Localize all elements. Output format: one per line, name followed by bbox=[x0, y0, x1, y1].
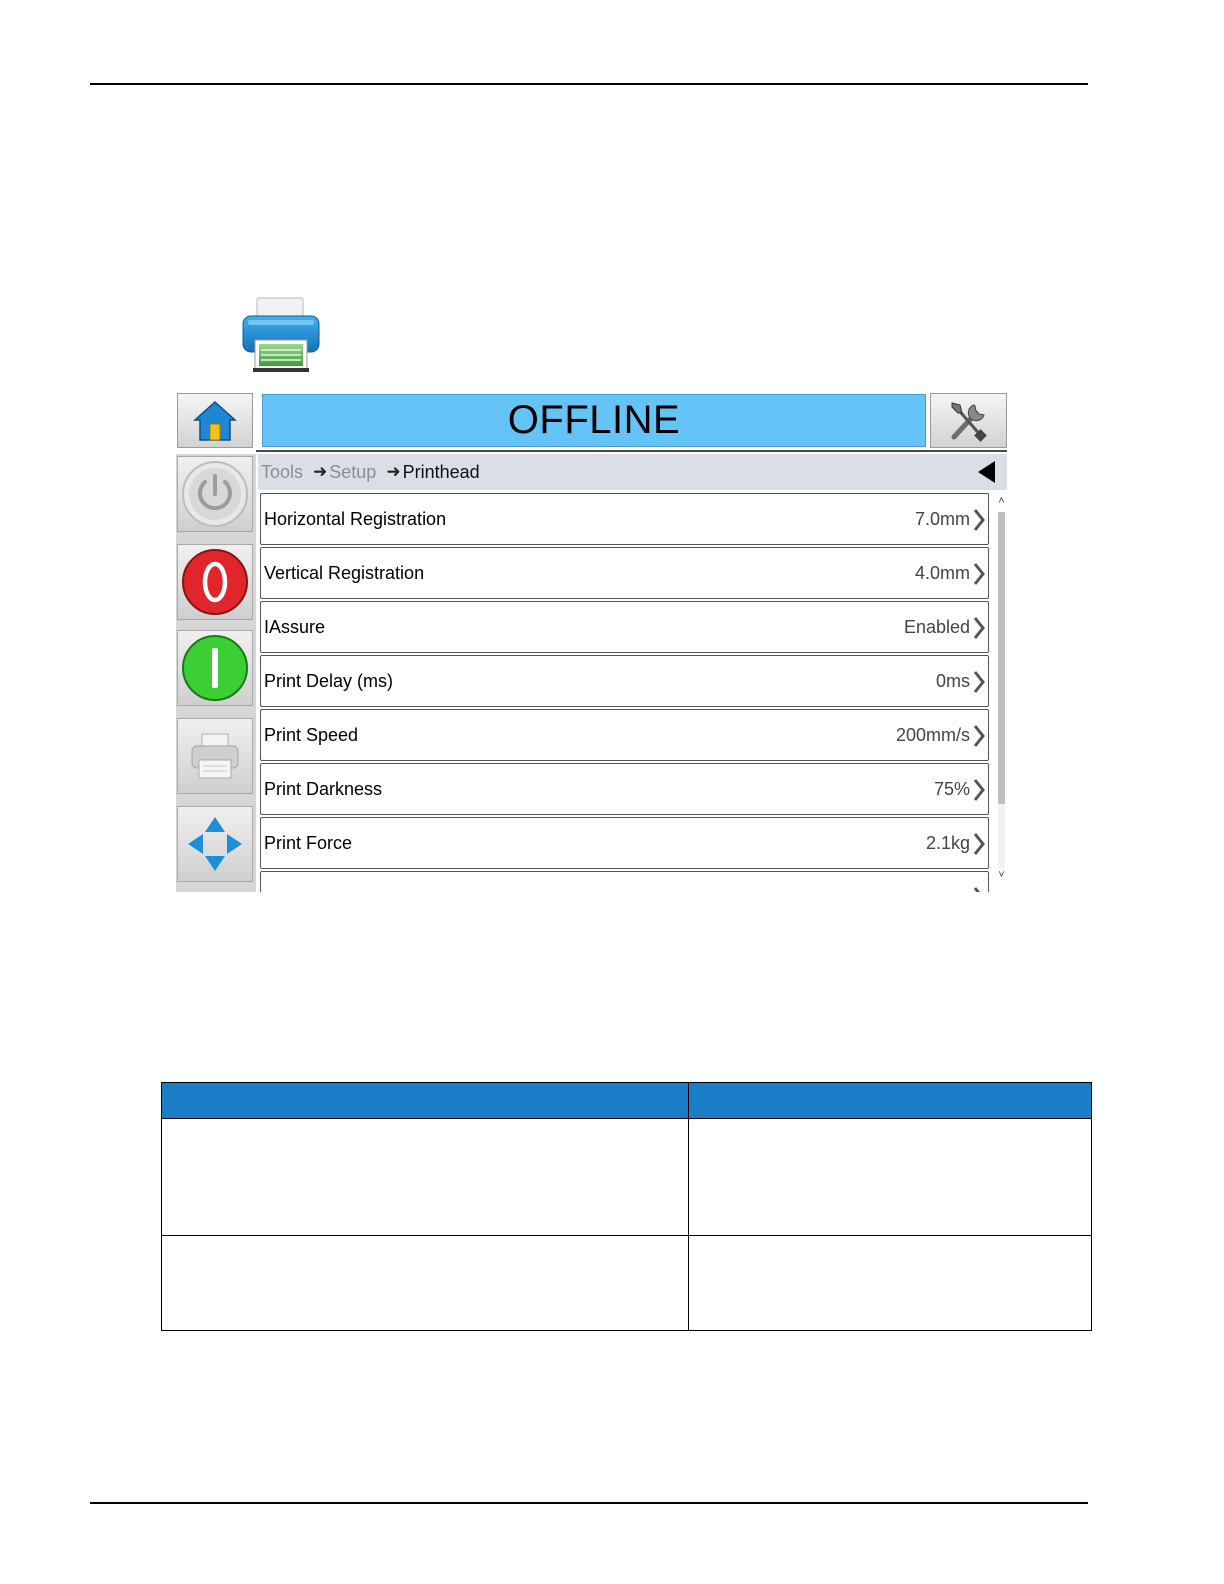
tools-icon bbox=[946, 399, 992, 443]
breadcrumb-separator: ➜ bbox=[313, 462, 328, 481]
navigate-button[interactable] bbox=[177, 806, 253, 882]
chevron-right-icon bbox=[972, 615, 986, 641]
print-button[interactable] bbox=[177, 718, 253, 794]
chevron-right-icon bbox=[972, 777, 986, 803]
chevron-right-icon bbox=[972, 669, 986, 695]
table-row bbox=[162, 1236, 1092, 1331]
chevron-right-icon bbox=[972, 723, 986, 749]
breadcrumb-tools[interactable]: Tools bbox=[261, 461, 304, 482]
chevron-right-icon bbox=[972, 507, 986, 533]
setting-value: 0ms bbox=[935, 671, 970, 691]
start-button[interactable] bbox=[177, 630, 253, 706]
setting-value: 75% bbox=[933, 779, 970, 799]
setting-value: 7.0mm bbox=[914, 509, 970, 529]
setting-value: 4.0mm bbox=[914, 563, 970, 583]
setting-label: Print Darkness bbox=[264, 779, 383, 799]
setting-row-print-delay[interactable] bbox=[260, 655, 989, 707]
setting-label: Vertical Registration bbox=[264, 563, 425, 583]
table-cell bbox=[162, 1119, 689, 1236]
setting-row-print-speed[interactable] bbox=[260, 709, 989, 761]
power-icon bbox=[181, 460, 249, 528]
setting-row-iassure[interactable] bbox=[260, 601, 989, 653]
breadcrumb bbox=[258, 454, 1007, 490]
header-divider bbox=[256, 450, 1007, 452]
header-rule bbox=[90, 83, 1088, 85]
start-icon bbox=[181, 634, 249, 702]
scroll-down-icon[interactable]: ˅ bbox=[998, 869, 1005, 881]
status-bar bbox=[262, 394, 926, 447]
chevron-right-icon bbox=[972, 885, 986, 892]
setting-row-print-darkness[interactable] bbox=[260, 763, 989, 815]
home-icon bbox=[193, 400, 237, 442]
table-header-cell bbox=[689, 1083, 1092, 1119]
setting-label: Print Speed bbox=[264, 725, 359, 745]
table-cell bbox=[689, 1119, 1092, 1236]
setting-row-partial[interactable] bbox=[260, 871, 989, 892]
settings-table bbox=[161, 1082, 1092, 1331]
scrollbar[interactable] bbox=[996, 494, 1007, 892]
power-button[interactable] bbox=[177, 456, 253, 532]
setting-row-horizontal-registration[interactable] bbox=[260, 493, 989, 545]
breadcrumb-setup[interactable]: Setup bbox=[329, 461, 377, 482]
table-row bbox=[162, 1119, 1092, 1236]
table-header-cell bbox=[162, 1083, 689, 1119]
printer-icon bbox=[187, 728, 243, 784]
stop-icon bbox=[181, 548, 249, 616]
chevron-right-icon bbox=[972, 561, 986, 587]
setting-value: 200mm/s bbox=[895, 725, 970, 745]
breadcrumb-separator: ➜ bbox=[386, 462, 401, 481]
table-cell bbox=[689, 1236, 1092, 1331]
setting-row-vertical-registration[interactable] bbox=[260, 547, 989, 599]
setting-label: Print Delay (ms) bbox=[264, 671, 394, 691]
tools-button[interactable] bbox=[930, 393, 1007, 448]
stop-button[interactable] bbox=[177, 544, 253, 620]
table-cell bbox=[162, 1236, 689, 1331]
setting-value: Enabled bbox=[903, 617, 970, 637]
breadcrumb-printhead: Printhead bbox=[402, 461, 480, 482]
settings-list bbox=[260, 492, 989, 892]
home-button[interactable] bbox=[177, 393, 253, 448]
setting-label: IAssure bbox=[264, 617, 326, 637]
setting-label: Horizontal Registration bbox=[264, 509, 447, 529]
setting-label: Print Force bbox=[264, 833, 353, 853]
scroll-thumb[interactable] bbox=[998, 512, 1005, 804]
back-arrow-icon[interactable] bbox=[978, 461, 995, 483]
printer-screen bbox=[176, 392, 1007, 892]
chevron-right-icon bbox=[972, 831, 986, 857]
navigation-arrows-icon bbox=[185, 814, 245, 874]
side-toolbar bbox=[176, 454, 256, 892]
setting-value: 2.1kg bbox=[925, 833, 970, 853]
status-text: OFFLINE bbox=[507, 398, 681, 442]
scroll-up-icon[interactable]: ˄ bbox=[998, 495, 1005, 507]
table-header-row bbox=[162, 1083, 1092, 1119]
footer-rule bbox=[90, 1502, 1088, 1504]
setting-row-print-force[interactable] bbox=[260, 817, 989, 869]
printer-icon bbox=[240, 296, 322, 374]
